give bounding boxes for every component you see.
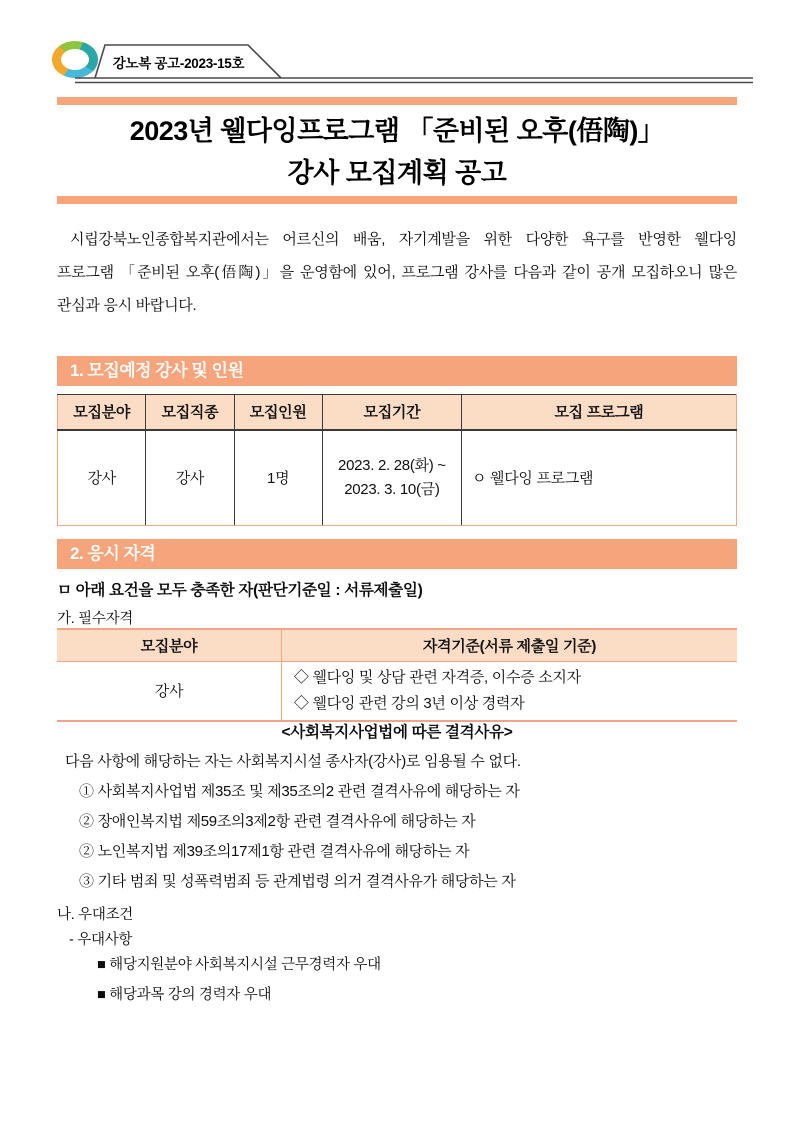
page-title bbox=[57, 110, 737, 194]
intro-line-3: 관심과 응시 바랍니다. bbox=[57, 297, 197, 314]
disqualification-item-3: ② 노인복지법 제39조의17제1항 관련 결격사유에 해당하는 자 bbox=[79, 843, 470, 860]
disqualification-item-1: ① 사회복지사업법 제35조 및 제35조의2 관련 결격사유에 해당하는 자 bbox=[79, 783, 520, 800]
qual-criterion-2: ◇ 웰다잉 관련 강의 3년 이상 경력자 bbox=[293, 694, 525, 712]
page-title-line1: 2023년 웰다잉프로그램 「준비된 오후(俉陶)」 bbox=[129, 116, 665, 146]
recruit-table-data-row bbox=[58, 430, 737, 526]
qual-table-data-row bbox=[57, 661, 737, 721]
disqualification-intro: 다음 사항에 해당하는 자는 사회복지시설 종사자(강사)로 임용될 수 없다. bbox=[65, 753, 521, 770]
col-header-field: 모집분야 bbox=[58, 395, 146, 430]
col-header-job: 모집직종 bbox=[146, 395, 234, 430]
preference-item-1: ■ 해당지원분야 사회복지시설 근무경력자 우대 bbox=[97, 957, 381, 973]
col-header-count: 모집인원 bbox=[234, 395, 322, 430]
title-rule-bottom bbox=[57, 196, 737, 204]
doc-number: 강노복 공고-2023-15호 bbox=[112, 56, 245, 71]
sub-b-label: 나. 우대조건 bbox=[57, 907, 133, 923]
disqualification-title: <사회복지사업법에 따른 결격사유> bbox=[281, 724, 513, 741]
col-header-period: 모집기간 bbox=[322, 395, 461, 430]
cell-count: 1명 bbox=[234, 430, 322, 526]
section1-header: 1. 모집예정 강사 및 인원 bbox=[57, 356, 737, 386]
qual-cell-criteria bbox=[281, 661, 737, 721]
disqualification-item-4: ③ 기타 범죄 및 성폭력범죄 등 관계법령 의거 결격사유가 해당하는 자 bbox=[79, 873, 516, 890]
qual-col-field: 모집분야 bbox=[57, 629, 281, 661]
cell-program: ㅇ 웰다잉 프로그램 bbox=[461, 430, 736, 526]
preference-label: - 우대사항 bbox=[69, 932, 133, 948]
cell-field: 강사 bbox=[58, 430, 146, 526]
recruit-table-header-row bbox=[58, 395, 737, 430]
qual-table-header-row bbox=[57, 629, 737, 661]
page-title-line2: 강사 모집계획 공고 bbox=[287, 158, 507, 188]
sub-a-label: 가. 필수자격 bbox=[57, 611, 133, 627]
recruit-table bbox=[57, 394, 737, 526]
qual-col-criteria: 자격기준(서류 제출일 기준) bbox=[281, 629, 737, 661]
intro-paragraph bbox=[57, 223, 737, 322]
col-header-program: 모집 프로그램 bbox=[461, 395, 736, 430]
qualification-table bbox=[57, 628, 737, 722]
intro-line-2: 프로그램 「준비된 오후(俉陶)」을 운영함에 있어, 프로그램 강사를 다음과 같이 공개 모집하오니 많은 bbox=[57, 264, 737, 281]
cell-period-line2: 2023. 3. 10(금) bbox=[344, 480, 440, 498]
title-rule-top bbox=[57, 97, 737, 105]
cell-job: 강사 bbox=[146, 430, 234, 526]
qual-criterion-1: ◇ 웰다잉 및 상담 관련 자격증, 이수증 소지자 bbox=[293, 668, 581, 686]
cell-period-line1: 2023. 2. 28(화) ~ bbox=[338, 456, 446, 474]
qual-cell-field: 강사 bbox=[154, 683, 184, 700]
cell-period bbox=[322, 430, 461, 526]
requirement-note: ㅁ 아래 요건을 모두 충족한 자(판단기준일 : 서류제출일) bbox=[57, 582, 423, 599]
intro-line-1: 시립강북노인종합복지관에서는 어르신의 배움, 자기계발을 위한 다양한 욕구를 반영한 웰다잉 bbox=[70, 231, 737, 248]
disqualification-item-2: ② 장애인복지법 제59조의3제2항 관련 결격사유에 해당하는 자 bbox=[79, 813, 476, 830]
section2-header: 2. 응시 자격 bbox=[57, 539, 737, 569]
preference-item-2: ■ 해당과목 강의 경력자 우대 bbox=[97, 987, 272, 1003]
